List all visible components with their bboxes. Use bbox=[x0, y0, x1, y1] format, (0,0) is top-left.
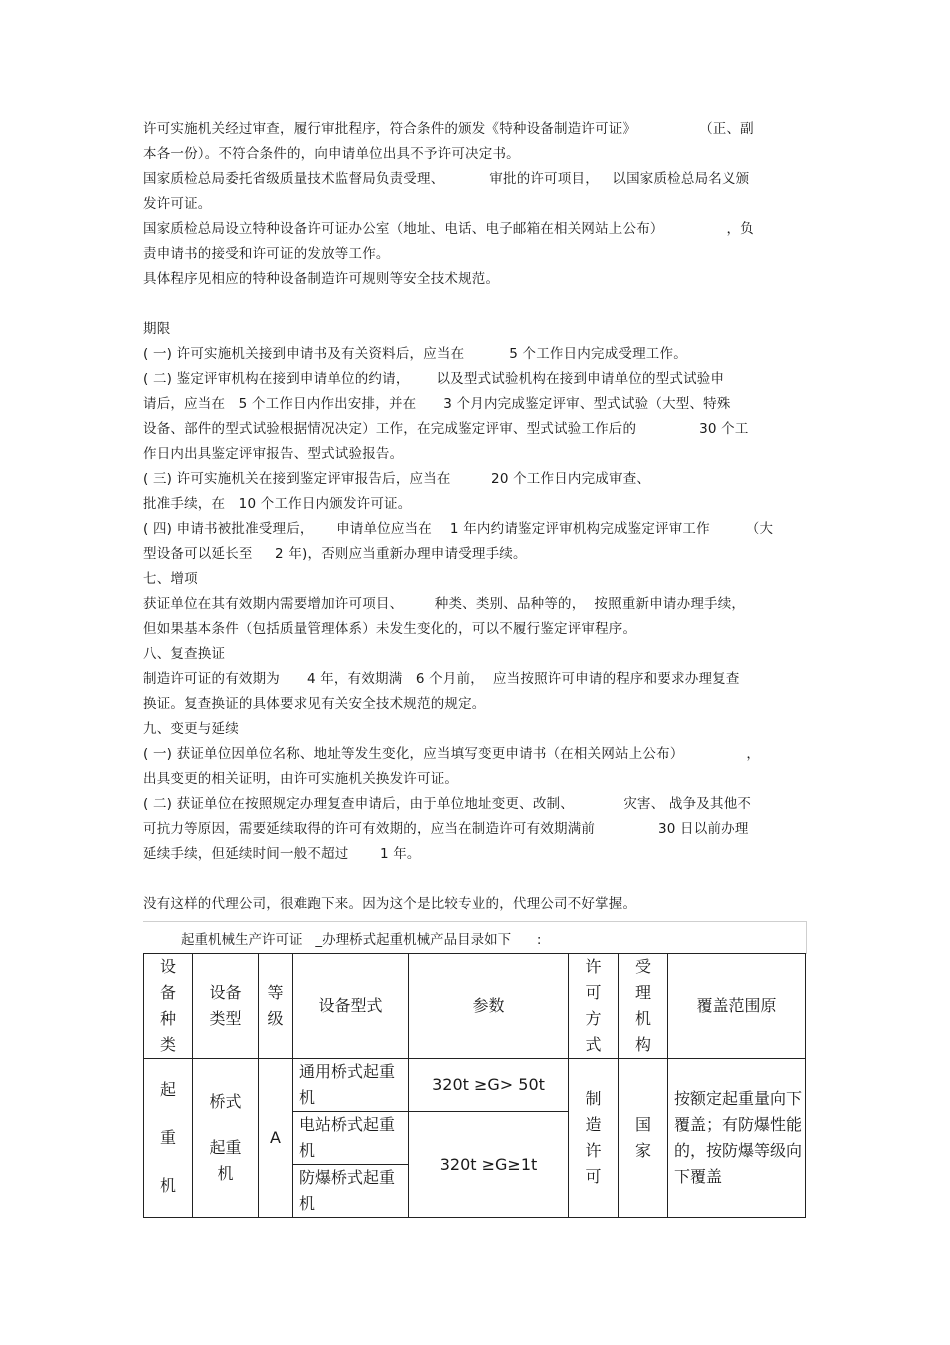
paragraph-line: 请后，应当在 5 个工作日内作出安排，并在 3 个月内完成鉴定评审、型式试验（大型、特殊 bbox=[143, 396, 731, 412]
table-title: 起重机械生产许可证 _办理桥式起重机械产品目录如下 : bbox=[181, 932, 542, 948]
paragraph-line: ( 三) 许可实施机关在接到鉴定评审报告后，应当在 20 个工作日内完成审查、 bbox=[143, 471, 651, 487]
header-cell: 参数 bbox=[409, 954, 569, 1059]
paragraph-line: 许可实施机关经过审查，履行审批程序，符合条件的颁发《特种设备制造许可证》 （正、副 bbox=[143, 121, 754, 137]
model-cell: 通用桥式起重机 bbox=[293, 1059, 409, 1112]
paragraph-line: ( 二) 获证单位在按照规定办理复查申请后，由于单位地址变更、改制、 灾害、 战争及其他不 bbox=[143, 796, 752, 812]
param-cell: 320t ≥G≥1t bbox=[409, 1112, 569, 1218]
header-cell: 受理机构 bbox=[619, 954, 668, 1059]
paragraph-line: 设备、部件的型式试验根据情况决定）工作，在完成鉴定评审、型式试验工作后的 30 个工 bbox=[143, 421, 749, 437]
paragraph-line: 发许可证。 bbox=[143, 196, 212, 212]
table-row bbox=[144, 1059, 806, 1112]
grade-cell: A bbox=[259, 1059, 293, 1218]
license-cell: 制造许可 bbox=[569, 1059, 619, 1218]
paragraph-line: 批准手续，在 10 个工作日内颁发许可证。 bbox=[143, 496, 412, 512]
header-cell: 许可方式 bbox=[569, 954, 619, 1059]
header-cell: 设备种类 bbox=[144, 954, 193, 1059]
section-heading: 八、复查换证 bbox=[143, 646, 226, 662]
table-title-row bbox=[143, 921, 807, 954]
paragraph-line: 制造许可证的有效期为 4 年，有效期满 6 个月前， 应当按照许可申请的程序和要求办理复查 bbox=[143, 671, 740, 687]
paragraph-line: 换证。复查换证的具体要求见有关安全技术规范的规定。 bbox=[143, 696, 486, 712]
paragraph-line: ( 四) 申请书被批准受理后， 申请单位应当在 1 年内约请鉴定评审机构完成鉴定评审工作 （大 bbox=[143, 521, 774, 537]
paragraph-line: 本各一份）。不符合条件的，向申请单位出具不予许可决定书。 bbox=[143, 146, 520, 162]
paragraph-line: 国家质检总局设立特种设备许可证办公室（地址、电话、电子邮箱在相关网站上公布） ，负 bbox=[143, 221, 754, 237]
paragraph-line: ( 二) 鉴定评审机构在接到申请单位的约请， 以及型式试验机构在接到申请单位的型式试验申 bbox=[143, 371, 725, 387]
param-cell: 320t ≥G> 50t bbox=[409, 1059, 569, 1112]
model-cell: 电站桥式起重机 bbox=[293, 1112, 409, 1165]
paragraph-line: 具体程序见相应的特种设备制造许可规则等安全技术规范。 bbox=[143, 271, 500, 287]
paragraph-line: 国家质检总局委托省级质量技术监督局负责受理、 审批的许可项目， 以国家质检总局名义颁 bbox=[143, 171, 750, 187]
section-heading: 期限 bbox=[143, 321, 171, 337]
section-heading: 九、变更与延续 bbox=[143, 721, 239, 737]
header-cell: 设备型式 bbox=[293, 954, 409, 1059]
type-cell: 桥式 起重机 bbox=[193, 1059, 259, 1218]
paragraph-line: 可抗力等原因，需要延续取得的许可有效期的，应当在制造许可有效期满前 30 日以前办理 bbox=[143, 821, 749, 837]
paragraph-line: 获证单位在其有效期内需要增加许可项目、 种类、类别、品种等的， 按照重新申请办理手续， bbox=[143, 596, 746, 612]
paragraph-line: ( 一) 获证单位因单位名称、地址等发生变化，应当填写变更申请书（在相关网站上公布） ， bbox=[143, 746, 761, 762]
paragraph-line: 出具变更的相关证明，由许可实施机关换发许可证。 bbox=[143, 771, 459, 787]
section-heading: 七、增项 bbox=[143, 571, 198, 587]
product-catalog-table bbox=[143, 953, 806, 1218]
paragraph-line: 但如果基本条件（包括质量管理体系）未发生变化的，可以不履行鉴定评审程序。 bbox=[143, 621, 637, 637]
paragraph-line: 型设备可以延长至 2 年)，否则应当重新办理申请受理手续。 bbox=[143, 546, 527, 562]
model-cell: 防爆桥式起重机 bbox=[293, 1165, 409, 1218]
header-cell: 覆盖范围原 bbox=[668, 954, 806, 1059]
paragraph-line: ( 一) 许可实施机关接到申请书及有关资料后，应当在 5 个工作日内完成受理工作。 bbox=[143, 346, 687, 362]
paragraph-line: 责申请书的接受和许可证的发放等工作。 bbox=[143, 246, 390, 262]
header-cell: 等级 bbox=[259, 954, 293, 1059]
coverage-cell: 按额定起重量向下覆盖；有防爆性能的，按防爆等级向下覆盖 bbox=[668, 1059, 806, 1218]
header-cell: 设备类型 bbox=[193, 954, 259, 1059]
authority-cell: 国家 bbox=[619, 1059, 668, 1218]
paragraph-line: 没有这样的代理公司，很难跑下来。因为这个是比较专业的，代理公司不好掌握。 bbox=[143, 896, 637, 912]
paragraph-line: 延续手续，但延续时间一般不超过 1 年。 bbox=[143, 846, 421, 862]
category-cell: 起重机 bbox=[144, 1059, 193, 1218]
table-header-row bbox=[144, 954, 806, 1059]
paragraph-line: 作日内出具鉴定评审报告、型式试验报告。 bbox=[143, 446, 404, 462]
